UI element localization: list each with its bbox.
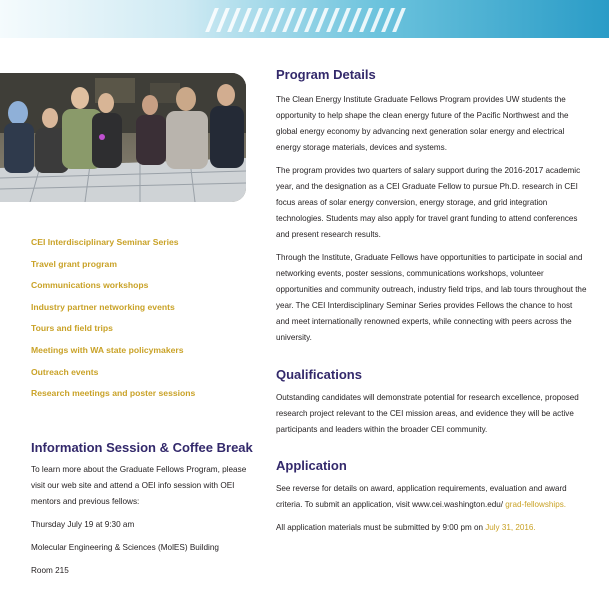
application-deadline: [276, 520, 588, 536]
info-session-when: Thursday July 19 at 9:30 am: [31, 520, 135, 529]
feature-item: Research meetings and poster sessions: [31, 388, 196, 399]
info-session-title: Information Session & Coffee Break: [31, 440, 253, 455]
application-p1: [276, 481, 588, 513]
feature-item: Industry partner networking events: [31, 301, 175, 312]
qualifications-p1: Outstanding candidates will demonstrate potential for research excellence, proposed research project relevant to the CEI mission areas, and evidence they will be active participants and leaders within the broader CEI community.: [276, 393, 579, 434]
program-details-p1: The Clean Energy Institute Graduate Fellows Program provides UW students the opportunity to help shape the clean energy future of the Pacific Northwest and the global energy economy by advancing next generation solar energy and electrical energy storage materials, devices and systems.: [276, 95, 569, 152]
right-column: [276, 67, 588, 536]
deadline-prefix: All application materials must be submitted by 9:00 pm on: [276, 523, 483, 532]
feature-item: Tours and field trips: [31, 323, 113, 334]
feature-item: Communications workshops: [31, 280, 149, 291]
header-banner: [0, 0, 609, 38]
info-session-room: Room 215: [31, 566, 69, 575]
application-title: Application: [276, 458, 347, 473]
feature-item: Travel grant program: [31, 258, 117, 269]
application-text: See reverse for details on award, application requirements, evaluation and award criteria. To submit an application, visit www.cei.washington.edu/: [276, 484, 567, 509]
info-session-body: To learn more about the Graduate Fellows Program, please visit our web site and attend a OEI info session with OEI mentors and previous fellows:: [31, 465, 247, 506]
students-photo: [0, 73, 246, 202]
program-details-p3: Through the Institute, Graduate Fellows have opportunities to participate in social and networking events, poster sessions, communications workshops, volunteer opportunities and community outreach, industry field trips, and lab tours throughout the year. The CEI Interdisciplinary Seminar Series provides Fellows the chance to host and meet internationally renowned experts, while connecting with peers across the university.: [276, 253, 587, 342]
info-session-building: Molecular Engineering & Sciences (MolES) Building: [31, 543, 219, 552]
info-session: [31, 462, 251, 579]
deadline-date: July 31, 2016.: [485, 523, 536, 532]
program-details-title: Program Details: [276, 67, 376, 82]
feature-item: CEI Interdisciplinary Seminar Series: [31, 237, 179, 247]
feature-item: Outreach events: [31, 366, 99, 377]
program-details-p2: The program provides two quarters of salary support during the 2016-2017 academic year, and the designation as a CEI Graduate Fellow to pursue Ph.D. research in CEI focus areas of solar energy conversion, energy storage, and grid integration technologies. Students may also apply for travel grant funding to attend conferences and present research results.: [276, 166, 581, 239]
application-link[interactable]: grad-fellowships.: [505, 500, 567, 509]
feature-item: Meetings with WA state policymakers: [31, 344, 184, 355]
features-list: [31, 232, 195, 405]
qualifications-title: Qualifications: [276, 367, 362, 382]
